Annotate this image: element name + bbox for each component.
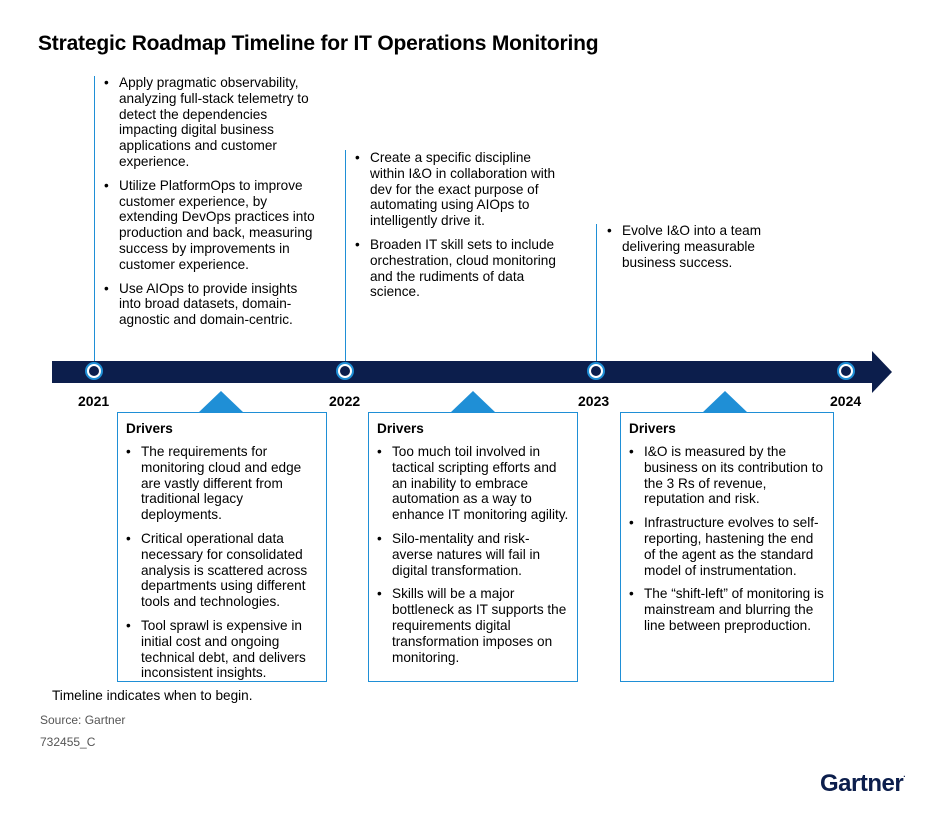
drivers-box-2023	[620, 412, 834, 682]
list-item: • Infrastructure evolves to self-reporting, hastening the end of the agent as the standard model of instrumentation.	[629, 515, 825, 578]
list-item: • Tool sprawl is expensive in initial cost and ongoing technical debt, and delivers inconsistent insights.	[126, 618, 318, 681]
connector-2022	[345, 150, 346, 366]
drivers-list	[629, 444, 825, 634]
list-item: • Broaden IT skill sets to include orchestration, cloud monitoring and the rudiments of data science.	[355, 237, 565, 300]
list-item: • Create a specific discipline within I&O in collaboration with dev for the exact purpose of automating using AIOps to intelligently drive it.	[355, 150, 565, 229]
timeline-node-2023	[587, 362, 605, 380]
logo-dot-icon: .	[903, 770, 905, 779]
drivers-title: Drivers	[629, 421, 676, 436]
timeline-footnote: Timeline indicates when to begin.	[52, 688, 253, 703]
list-item: • Critical operational data necessary for consolidated analysis is scattered across departments using different tools and technologies.	[126, 531, 318, 610]
source-label: Source: Gartner	[40, 713, 126, 727]
list-item: • Evolve I&O into a team delivering measurable business success.	[607, 223, 787, 270]
logo-text: Gartner	[820, 770, 904, 797]
drivers-list	[126, 444, 318, 681]
gartner-logo	[820, 770, 905, 798]
drivers-box-2021	[117, 412, 327, 682]
drivers-list	[377, 444, 569, 665]
list-item: • Use AIOps to provide insights into broad datasets, domain-agnostic and domain-centric.	[104, 281, 316, 328]
list-item: • Skills will be a major bottleneck as IT supports the requirements digital transformation imposes on monitoring.	[377, 586, 569, 665]
page-title: Strategic Roadmap Timeline for IT Operations Monitoring	[38, 32, 599, 55]
timeline-node-2024	[837, 362, 855, 380]
timeline-bar	[52, 361, 874, 383]
list-item: • Too much toil involved in tactical scripting efforts and an inability to embrace automation as a way to enhance IT monitoring agility.	[377, 444, 569, 523]
drivers-title: Drivers	[126, 421, 173, 436]
drivers-pointer-icon	[702, 391, 748, 413]
drivers-pointer-icon	[198, 391, 244, 413]
timeline-node-2021	[85, 362, 103, 380]
year-label: 2022	[329, 393, 361, 409]
connector-2023	[596, 224, 597, 366]
actions-2023	[607, 223, 787, 278]
drivers-pointer-icon	[450, 391, 496, 413]
actions-2022	[355, 150, 565, 308]
list-item: • The requirements for monitoring cloud and edge are vastly different from traditional legacy deployments.	[126, 444, 318, 523]
list-item: • Utilize PlatformOps to improve customer experience, by extending DevOps practices into production and back, measuring success by improvements in customer experience.	[104, 178, 316, 273]
list-item: • Apply pragmatic observability, analyzing full-stack telemetry to detect the dependencies impacting digital business applications and customer experience.	[104, 75, 316, 170]
list-item: • Silo-mentality and risk-averse natures will fail in digital transformation.	[377, 531, 569, 578]
connector-2021	[94, 76, 95, 366]
list-item: • The “shift-left” of monitoring is mainstream and blurring the line between preproduction.	[629, 586, 825, 633]
year-label: 2024	[830, 393, 862, 409]
year-label: 2021	[78, 393, 110, 409]
drivers-title: Drivers	[377, 421, 424, 436]
timeline-arrow-icon	[872, 351, 892, 393]
list-item: • I&O is measured by the business on its contribution to the 3 Rs of revenue, reputation and risk.	[629, 444, 825, 507]
timeline-node-2022	[336, 362, 354, 380]
drivers-box-2022	[368, 412, 578, 682]
year-label: 2023	[578, 393, 610, 409]
document-id: 732455_C	[40, 735, 96, 749]
actions-2021	[104, 75, 316, 336]
